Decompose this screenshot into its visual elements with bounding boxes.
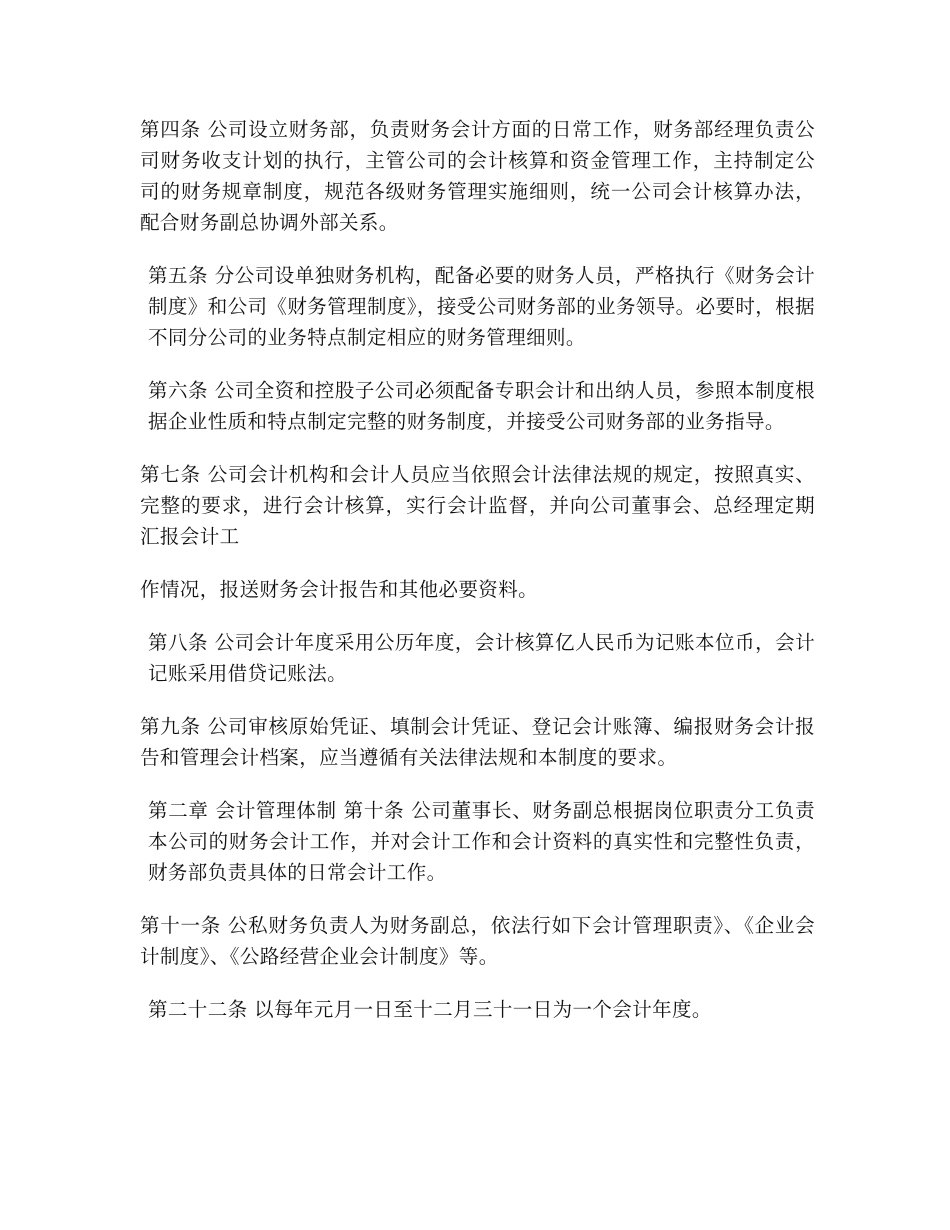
paragraph-article-8: 第八条 公司会计年度采用公历年度，会计核算亿人民币为记账本位币，会计记账采用借贷记账法。 [148,631,815,685]
paragraph-article-7-continued: 作情况，报送财务会计报告和其他必要资料。 [140,578,539,601]
paragraph-chapter-2-article-10: 第二章 会计管理体制 第十条 公司董事长、财务副总根据岗位职责分工负责本公司的财务会计工作，并对会计工作和会计资料的真实性和完整性负责，财务部负责具体的日常会计工作。 [148,799,815,884]
paragraph-article-6: 第六条 公司全资和控股子公司必须配备专职会计和出纳人员，参照本制度根据企业性质和特点制定完整的财务制度，并接受公司财务部的业务指导。 [148,379,815,433]
paragraph-article-9: 第九条 公司审核原始凭证、填制会计凭证、登记会计账簿、编报财务会计报告和管理会计档案，应当遵循有关法律法规和本制度的要求。 [140,715,815,769]
paragraph-article-4: 第四条 公司设立财务部，负责财务会计方面的日常工作，财务部经理负责公司财务收支计划的执行，主管公司的会计核算和资金管理工作，主持制定公司的财务规章制度，规范各级财务管理实施细则，统一公司会计核算办法，配合财务副总协调外部关系。 [140,118,815,234]
paragraph-article-7: 第七条 公司会计机构和会计人员应当依照会计法律法规的规定，按照真实、完整的要求，进行会计核算，实行会计监督，并向公司董事会、总经理定期汇报会计工 [140,463,815,548]
paragraph-article-22: 第二十二条 以每年元月一日至十二月三十一日为一个会计年度。 [148,998,712,1021]
document-body [140,114,815,1047]
paragraph-article-5: 第五条 分公司设单独财务机构，配备必要的财务人员，严格执行《财务会计制度》和公司《财务管理制度》，接受公司财务部的业务领导。必要时，根据不同分公司的业务特点制定相应的财务管理细则。 [148,264,815,349]
paragraph-article-11: 第十一条 公私财务负责人为财务副总，依法行如下会计管理职责》、《企业会计制度》、《公路经营企业会计制度》等。 [140,914,815,968]
